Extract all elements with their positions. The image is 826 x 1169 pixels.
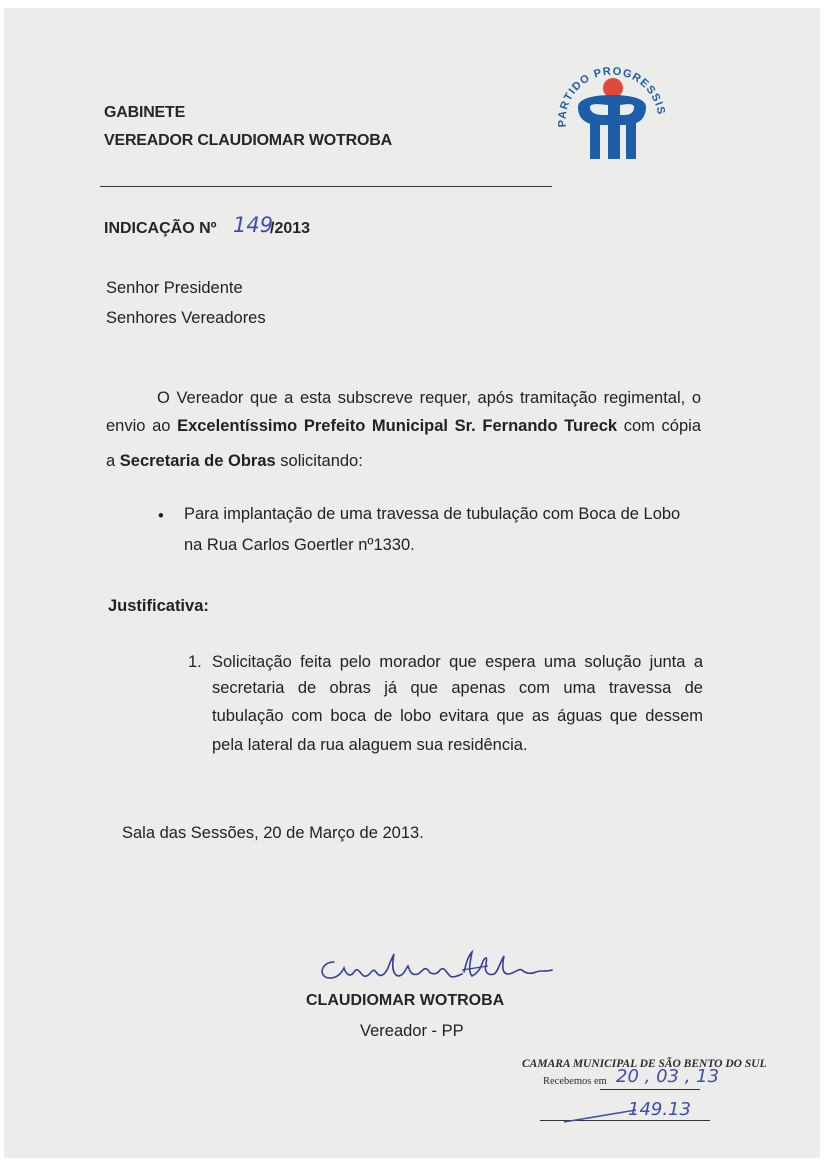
party-logo (550, 55, 670, 165)
stamp-title: CAMARA MUNICIPAL DE SÃO BENTO DO SUL (522, 1058, 767, 1070)
office-line-2: VEREADOR CLAUDIOMAR WOTROBA (104, 132, 392, 149)
request-line-1: Para implantação de uma travessa de tubulação com Boca de Lobo (184, 505, 681, 523)
handwritten-signature (312, 944, 572, 999)
request-line-2: na Rua Carlos Goertler nº1330. (184, 536, 415, 554)
office-line-1: GABINETE (104, 104, 186, 121)
justification-line-3: tubulação com boca de lobo evitara que as águas que dessem (212, 707, 703, 725)
salutation-line-2: Senhores Vereadores (106, 309, 266, 327)
intro-line-3-start: a (106, 452, 120, 470)
logo-text: PARTIDO PROGRESSIS (556, 65, 668, 128)
signatory-role: Vereador - PP (360, 1022, 464, 1040)
intro-line-3 (106, 452, 363, 471)
stamp-protocol-number: 149.13 (628, 1099, 691, 1120)
justification-line-4: pela lateral da rua alaguem sua residência. (212, 736, 528, 754)
stamp-received-date: 20 , 03 , 13 (616, 1066, 720, 1087)
indicacao-label: INDICAÇÃO Nº (104, 220, 217, 237)
intro-line-2-end: com cópia (617, 417, 701, 435)
intro-line-2 (106, 417, 701, 436)
stamp-received-label: Recebemos em (543, 1076, 607, 1087)
intro-line-3-end: solicitando: (275, 452, 363, 470)
request-bullet: • (158, 507, 164, 525)
justification-heading: Justificativa: (108, 597, 209, 615)
place-date: Sala das Sessões, 20 de Março de 2013. (122, 824, 424, 842)
intro-secretariat: Secretaria de Obras (119, 452, 276, 470)
header-rule (100, 186, 552, 187)
intro-line-1: O Vereador que a esta subscreve requer, após tramitação regimental, o (157, 389, 701, 407)
intro-line-2-start: envio ao (106, 417, 178, 435)
indicacao-year: /2013 (270, 220, 311, 237)
justification-number: 1. (188, 653, 202, 671)
justification-line-1: Solicitação feita pelo morador que espera uma solução junta a (212, 653, 703, 671)
indicacao-number-handwritten: 149 (233, 213, 274, 237)
signatory-name: CLAUDIOMAR WOTROBA (306, 992, 505, 1009)
salutation-line-1: Senhor Presidente (106, 279, 243, 297)
stamp-date-underline (600, 1089, 700, 1090)
intro-recipient: Excelentíssimo Prefeito Municipal Sr. Fernando Tureck (177, 417, 618, 435)
justification-line-2: secretaria de obras já que apenas com uma travessa de (212, 679, 703, 697)
